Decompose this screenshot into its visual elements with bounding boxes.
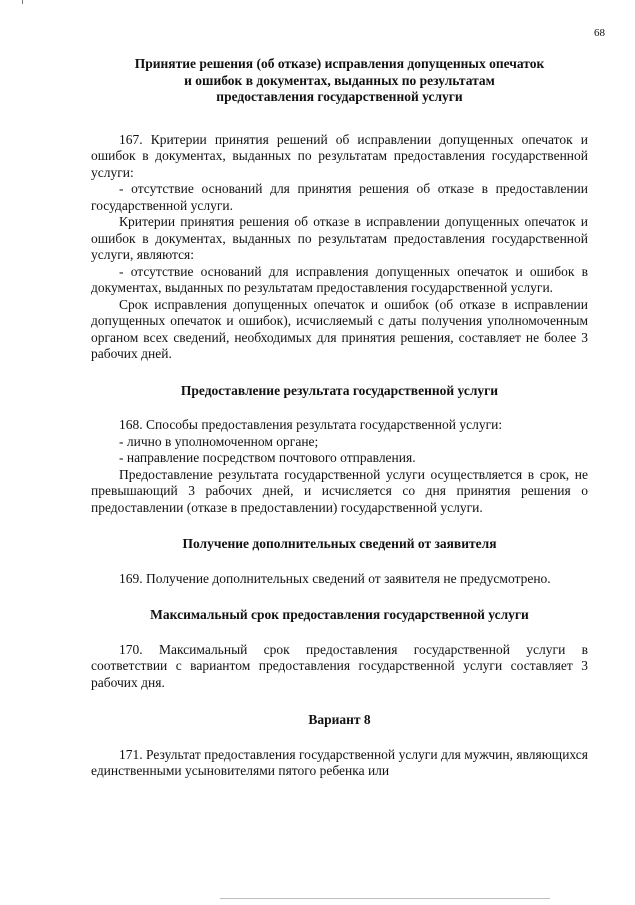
section-heading-result-delivery: Предоставление результата государственной услуги (180, 382, 499, 398)
page-body (91, 56, 588, 780)
paragraph-171: 171. Результат предоставления государственной услуги для мужчин, являющихся единственными усыновителями пятого ребенка или (91, 746, 588, 778)
heading-line: предоставления государственной услуги (216, 89, 463, 104)
paragraph-168: 168. Способы предоставления результата государственной услуги: (119, 417, 503, 432)
paragraph-169: 169. Получение дополнительных сведений от заявителя не предусмотрено. (119, 570, 551, 586)
heading-line: Принятие решения (об отказе) исправления допущенных опечаток (134, 56, 545, 71)
scan-mark (22, 0, 23, 4)
paragraph-167: 167. Критерии принятия решений об исправлении допущенных опечаток и ошибок в документах, выданных по результатам предоставления государственной услуги: (91, 131, 588, 180)
page-number: 68 (594, 27, 605, 39)
section-heading-corrections (91, 56, 588, 106)
paragraph: Критерии принятия решения об отказе в исправлении допущенных опечаток и ошибок в документах, выданных по результатам предоставления государственной услуги, являются: (91, 214, 588, 262)
list-item: - отсутствие оснований для принятия решения об отказе в предоставлении государственной услуги. (91, 181, 588, 213)
section-heading-max-term: Максимальный срок предоставления государственной услуги (150, 607, 529, 622)
paragraph: Срок исправления допущенных опечаток и ошибок (об отказе в исправлении допущенных опечаток и ошибок), исчисляемый с даты получения уполномоченным органом всех сведений, необходимых для принятия решения, составляет не более 3 рабочих дней. (91, 296, 588, 361)
section-heading-variant: Вариант 8 (308, 712, 371, 727)
list-item: - лично в уполномоченном органе; (119, 433, 319, 449)
heading-line: и ошибок в документах, выданных по результатам (184, 72, 495, 88)
paragraph-170: 170. Максимальный срок предоставления государственной услуги в соответствии с вариантом предоставления государственной услуги составляет 3 рабочих дня. (91, 641, 588, 690)
list-item: - направление посредством почтового отправления. (119, 450, 416, 465)
section-heading-additional-info: Получение дополнительных сведений от заявителя (182, 536, 497, 551)
scan-artifact-line (220, 898, 550, 899)
list-item: - отсутствие оснований для исправления допущенных опечаток и ошибок в документах, выданных по результатам предоставления государственной услуги. (91, 263, 588, 295)
paragraph: Предоставление результата государственной услуги осуществляется в срок, не превышающий 3 рабочих дней, и исчисляется со дня принятия решения о предоставлении (отказе в предоставлении) государственной услуги. (91, 466, 588, 515)
